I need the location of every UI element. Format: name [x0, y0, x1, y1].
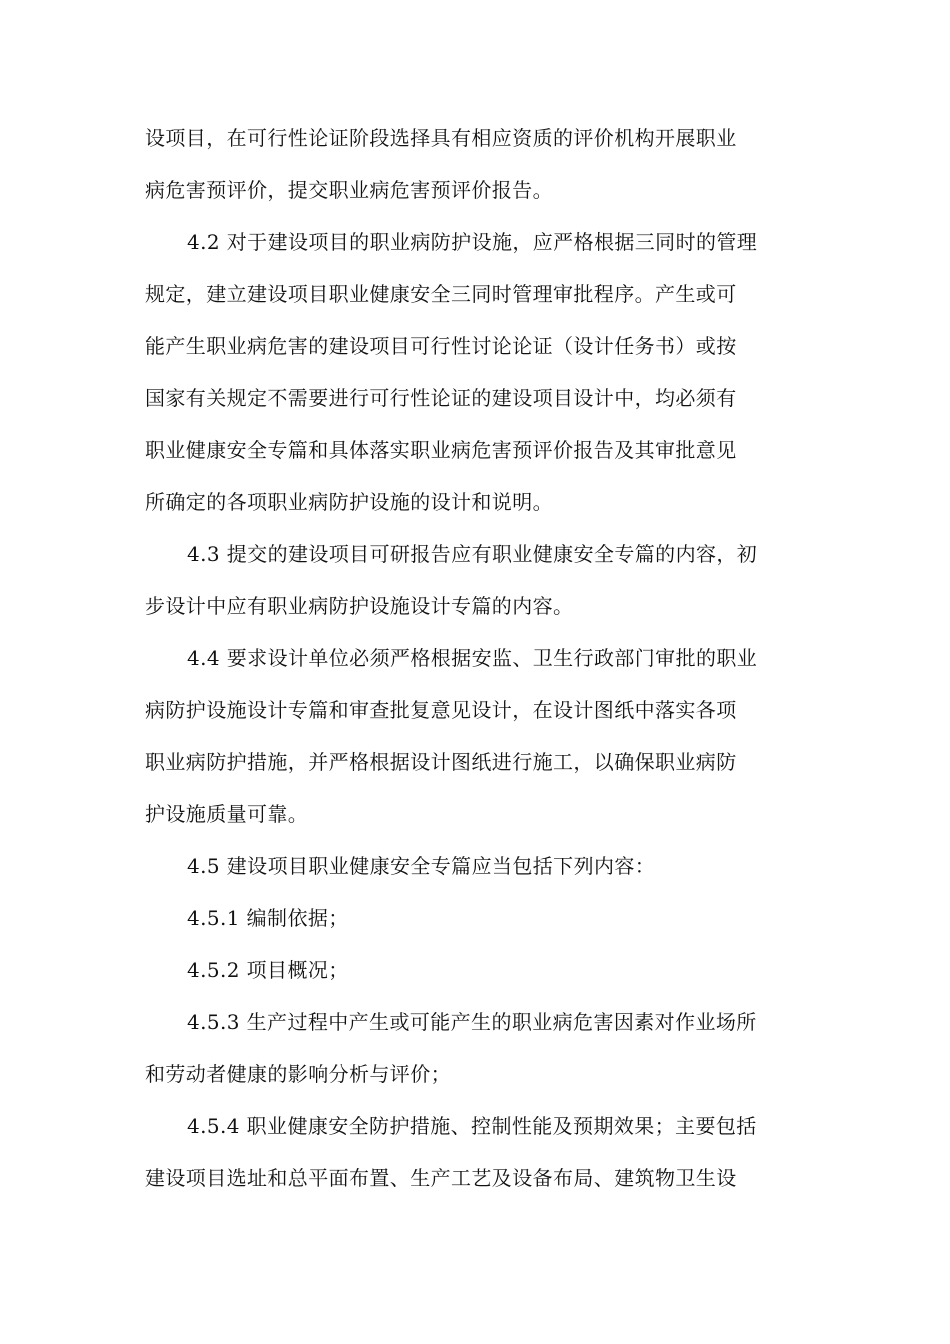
- text-line-content: 所确定的各项职业病防护设施的设计和说明。: [145, 490, 553, 514]
- text-line: [0, 684, 950, 736]
- text-line-content: 国家有关规定不需要进行可行性论证的建设项目设计中，均必须有: [145, 386, 737, 410]
- text-line: [0, 1048, 950, 1100]
- paragraph-4-5-start: [0, 840, 950, 892]
- text-line-content: 4.4 要求设计单位必须严格根据安监、卫生行政部门审批的职业: [187, 646, 758, 670]
- text-line-content: 4.5.3 生产过程中产生或可能产生的职业病危害因素对作业场所: [187, 1010, 757, 1034]
- text-line-content: 4.3 提交的建设项目可研报告应有职业健康安全专篇的内容，初: [187, 542, 758, 566]
- text-line-content: 规定，建立建设项目职业健康安全三同时管理审批程序。产生或可: [145, 282, 737, 306]
- text-line: [0, 424, 950, 476]
- text-line-content: 建设项目选址和总平面布置、生产工艺及设备布局、建筑物卫生设: [145, 1166, 737, 1190]
- text-line-content: 4.5 建设项目职业健康安全专篇应当包括下列内容：: [187, 854, 656, 878]
- text-line: [0, 788, 950, 840]
- paragraph-4-4-start: [0, 632, 950, 684]
- text-line-content: 4.5.2 项目概况；: [187, 958, 349, 982]
- text-line-content: 4.5.4 职业健康安全防护措施、控制性能及预期效果；主要包括: [187, 1114, 757, 1138]
- text-line: [0, 1152, 950, 1204]
- text-line-content: 和劳动者健康的影响分析与评价；: [145, 1062, 451, 1086]
- text-line: [0, 112, 950, 164]
- text-line-content: 职业病防护措施，并严格根据设计图纸进行施工，以确保职业病防: [145, 750, 737, 774]
- text-line: [0, 164, 950, 216]
- item-4-5-3: [0, 996, 950, 1048]
- text-line-content: 病危害预评价，提交职业病危害预评价报告。: [145, 178, 553, 202]
- paragraph-4-2-start: [0, 216, 950, 268]
- text-line: [0, 268, 950, 320]
- text-line: [0, 476, 950, 528]
- text-line-content: 4.5.1 编制依据；: [187, 906, 349, 930]
- text-line-content: 病防护设施设计专篇和审查批复意见设计，在设计图纸中落实各项: [145, 698, 737, 722]
- item-4-5-2: [0, 944, 950, 996]
- text-line-content: 护设施质量可靠。: [145, 802, 309, 826]
- text-line: [0, 320, 950, 372]
- text-line-content: 能产生职业病危害的建设项目可行性讨论论证（设计任务书）或按: [145, 334, 737, 358]
- paragraph-4-3-start: [0, 528, 950, 580]
- text-line-content: 4.2 对于建设项目的职业病防护设施，应严格根据三同时的管理: [187, 230, 758, 254]
- text-line: [0, 372, 950, 424]
- text-line: [0, 580, 950, 632]
- text-line-content: 步设计中应有职业病防护设施设计专篇的内容。: [145, 594, 574, 618]
- item-4-5-4: [0, 1100, 950, 1152]
- text-line: [0, 736, 950, 788]
- item-4-5-1: [0, 892, 950, 944]
- text-line-content: 职业健康安全专篇和具体落实职业病危害预评价报告及其审批意见: [145, 438, 737, 462]
- text-line-content: 设项目，在可行性论证阶段选择具有相应资质的评价机构开展职业: [145, 126, 737, 150]
